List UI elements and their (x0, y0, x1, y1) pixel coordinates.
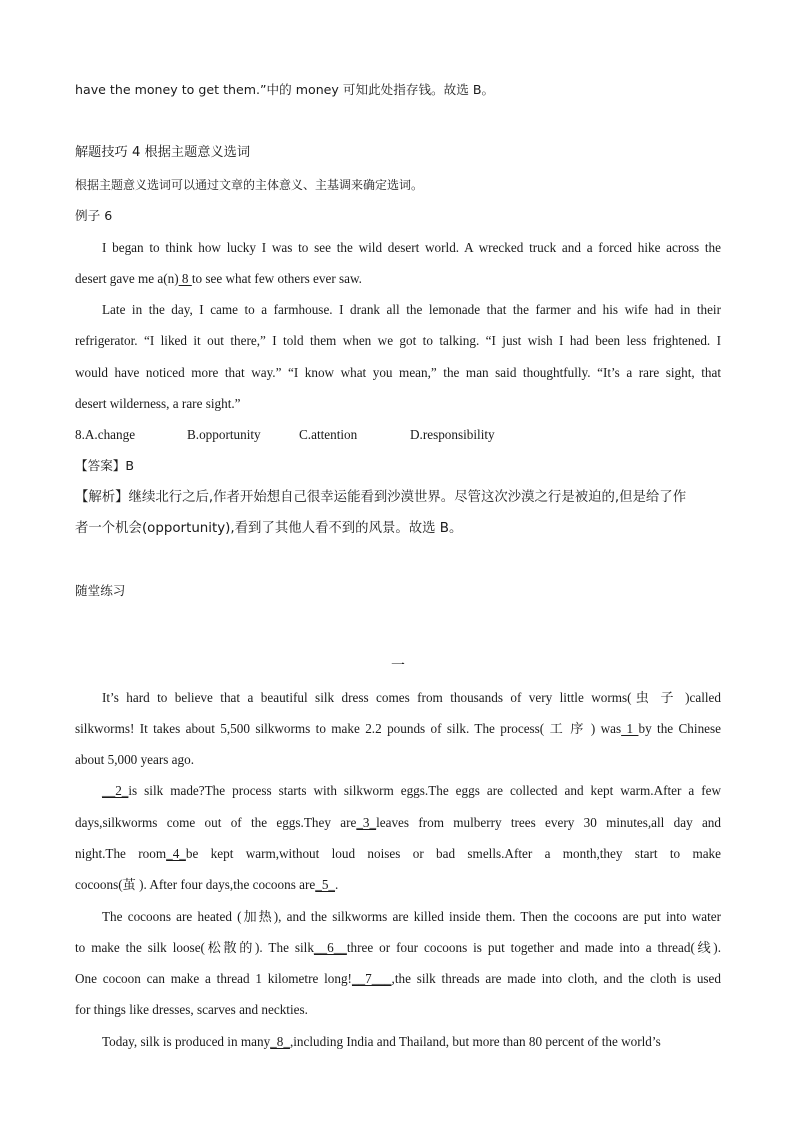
option-c: C.attention (299, 427, 358, 442)
passage-paragraph-3-line-3 (75, 970, 721, 988)
passage-text: by the Chinese (638, 721, 721, 736)
example-text: to see what few others ever saw. (191, 271, 362, 286)
passage-paragraph-1-line-3: about 5,000 years ago. (75, 752, 195, 767)
blank-5: _5_ (315, 877, 336, 892)
passage-text: is silk made?The process starts with silkworm eggs.The eggs are collected and kept warm.After a few (128, 783, 721, 798)
example-paragraph-2-line-1: Late in the day, I came to a farmhouse. I drank all the lemonade that the farmer and his wife had in their (102, 302, 721, 317)
answer-line: 【答案】B (75, 458, 135, 473)
intro-answer: B (472, 82, 482, 97)
passage-paragraph-2-line-1 (75, 782, 721, 800)
blank-8: _8_ (270, 1034, 290, 1049)
example-paragraph-2-line-3: would have noticed more that way.” “I know what you mean,” the man said thoughtfully. “It’s a rare sight, that (75, 365, 721, 380)
tip-description: 根据主题意义选词可以通过文章的主体意义、主基调来确定选词。 (75, 178, 424, 192)
option-a: 8.A.change (75, 427, 136, 442)
example-paragraph-2-line-4: desert wilderness, a rare sight.” (75, 396, 241, 411)
passage-text: . (335, 877, 339, 892)
passage-paragraph-4-line-1 (75, 1033, 721, 1051)
tip-heading: 解题技巧 4 根据主题意义选词 (75, 145, 251, 160)
example-paragraph-1-line-1: I began to think how lucky I was to see the wild desert world. A wrecked truck and a forced hike across the (102, 240, 721, 255)
passage-text: silkworms! It takes about 5,500 silkworms to make 2.2 pounds of silk. The process( 工 序 ) was (75, 721, 622, 736)
passage-paragraph-1-line-1: It’s hard to believe that a beautiful silk dress comes from thousands of very little worms(虫 子 )called (102, 690, 721, 705)
passage-paragraph-3-line-2 (75, 939, 721, 957)
practice-heading: 随堂练习 (75, 583, 126, 598)
passage-paragraph-1-line-2 (75, 720, 721, 738)
blank-1: 1 (621, 721, 639, 736)
passage-paragraph-3-line-1: The cocoons are heated (加热), and the silkworms are killed inside them. Then the cocoons are put into water (102, 909, 721, 924)
blank-7: __7___ (351, 971, 392, 986)
passage-text: days,silkworms come out of the eggs.They are (75, 815, 357, 830)
passage-text: ,the silk threads are made into cloth, and the cloth is used (391, 971, 721, 986)
option-b: B.opportunity (187, 427, 261, 442)
blank-6: __6__ (313, 940, 347, 955)
blank-3: _3_ (356, 815, 377, 830)
example-paragraph-1-line-2 (75, 270, 721, 288)
intro-end: 。 (481, 82, 495, 97)
passage-text: cocoons(茧 ). After four days,the cocoons are (75, 877, 316, 892)
passage-text: Today, silk is produced in many (102, 1034, 271, 1049)
option-d: D.responsibility (410, 427, 495, 442)
passage-text: leaves from mulberry trees every 30 minutes,all day and (376, 815, 721, 830)
example-label: 例子 6 (75, 208, 113, 223)
passage-paragraph-2-line-2 (75, 814, 721, 832)
passage-paragraph-2-line-4 (75, 876, 721, 894)
blank-4: _4_ (166, 846, 186, 861)
example-text: desert gave me a(n) (75, 271, 179, 286)
passage-text: ,including India and Thailand, but more than 80 percent of the world’s (289, 1034, 661, 1049)
passage-paragraph-3-line-4: for things like dresses, scarves and neckties. (75, 1002, 308, 1017)
passage-text: night.The room (75, 846, 167, 861)
passage-text: One cocoon can make a thread 1 kilometre long! (75, 971, 352, 986)
intro-text: have the money to get them.”中的 money 可知此处指存钱。故选 (75, 82, 473, 97)
blank-2: __2_ (102, 783, 129, 798)
passage-text: three or four cocoons is put together and made into a thread(线). (346, 940, 721, 955)
blank-8: 8 (178, 271, 192, 286)
intro-line (75, 81, 721, 99)
passage-paragraph-2-line-3 (75, 845, 721, 863)
analysis-line-2: 者一个机会(opportunity),看到了其他人看不到的风景。故选 B。 (75, 521, 463, 536)
analysis-line-1: 【解析】继续北行之后,作者开始想自己很幸运能看到沙漠世界。尽管这次沙漠之行是被迫的,但是给了作 (75, 490, 687, 505)
section-mark: 一 (391, 659, 405, 674)
passage-text: to make the silk loose(松散的). The silk (75, 940, 314, 955)
example-paragraph-2-line-2: refrigerator. “I liked it out there,” I told them when we got to talking. “I just wish I had been less frightened. I (75, 333, 721, 348)
answer-options (75, 426, 721, 444)
passage-text: be kept warm,without loud noises or bad smells.After a month,they start to make (185, 846, 721, 861)
